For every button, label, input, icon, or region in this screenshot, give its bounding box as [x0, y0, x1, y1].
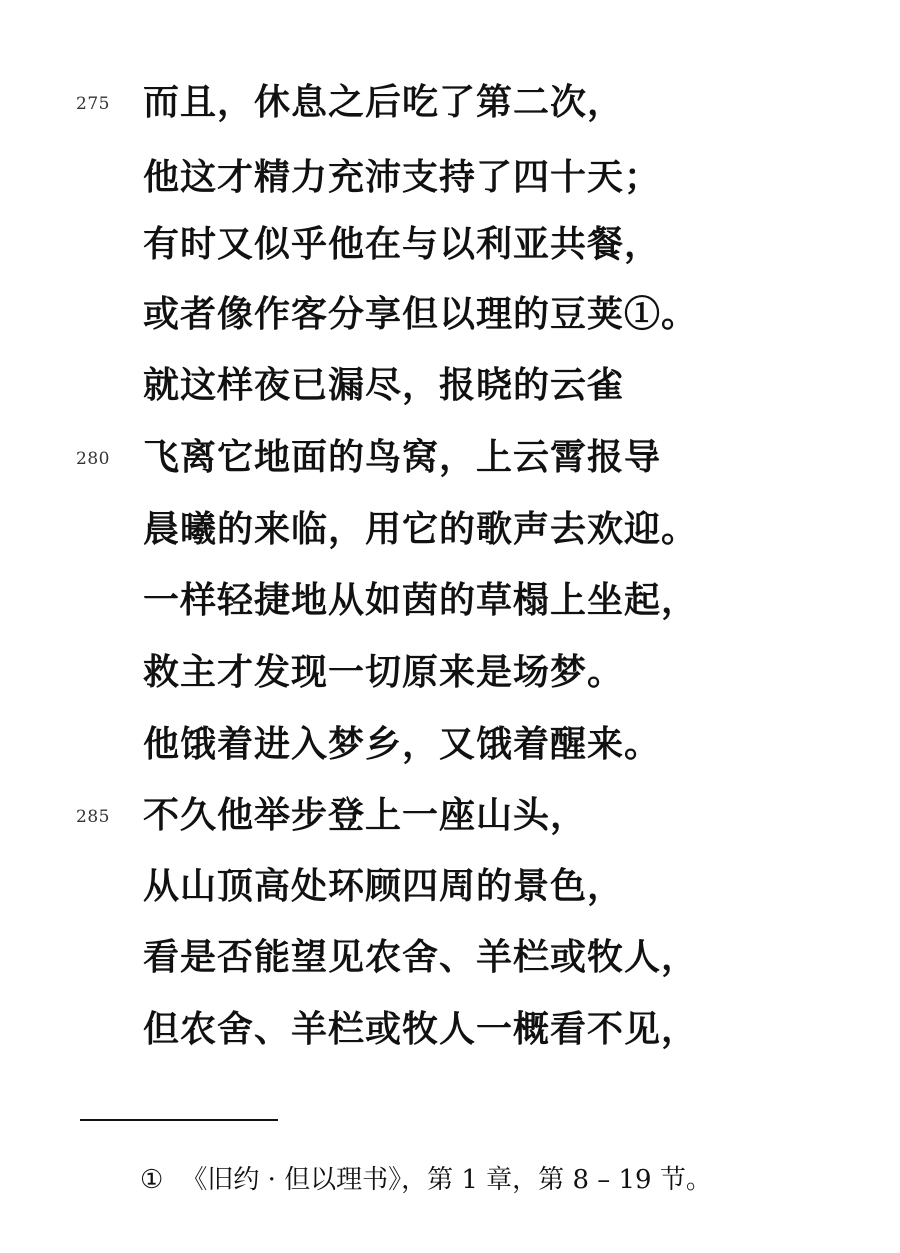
- line-number: 280: [76, 449, 110, 469]
- verse-line: [0, 935, 900, 1011]
- verse-line: [0, 292, 900, 368]
- verse-text: 从山顶高处环顾四周的景色，: [143, 865, 625, 907]
- verse-line: [0, 435, 900, 511]
- verse-text: 不久他举步登上一座山头，: [143, 794, 588, 836]
- footnote-divider: [80, 1119, 278, 1121]
- verse-line: [0, 650, 900, 726]
- line-number: 275: [76, 94, 110, 114]
- verse-line: [0, 507, 900, 583]
- verse-text: 但农舍、羊栏或牧人一概看不见，: [143, 1008, 699, 1050]
- verse-line: [0, 864, 900, 940]
- verse-text: 晨曦的来临，用它的歌声去欢迎。: [143, 508, 699, 550]
- footnote: [140, 1163, 712, 1197]
- verse-text: 他饿着进入梦乡，又饿着醒来。: [143, 723, 662, 765]
- verse-text: 一样轻捷地从如茵的草榻上坐起，: [143, 579, 699, 621]
- footnote-marker: ①: [140, 1165, 164, 1195]
- verse-line: [0, 363, 900, 439]
- verse-text: 救主才发现一切原来是场梦。: [143, 651, 625, 693]
- verse-line: [0, 155, 900, 231]
- verse-text: 看是否能望见农舍、羊栏或牧人，: [143, 936, 699, 978]
- verse-text: 或者像作客分享但以理的豆荚①。: [143, 293, 699, 335]
- verse-text: 飞离它地面的鸟窝，上云霄报导: [143, 436, 662, 478]
- verse-line: [0, 1007, 900, 1083]
- verse-line: [0, 222, 900, 298]
- verse-line: [0, 578, 900, 654]
- verse-text: 他这才精力充沛支持了四十天；: [143, 156, 662, 198]
- verse-text: 有时又似乎他在与以利亚共餐，: [143, 223, 662, 265]
- verse-text: 而且，休息之后吃了第二次，: [143, 81, 625, 123]
- line-number: 285: [76, 807, 110, 827]
- verse-text: 就这样夜已漏尽，报晓的云雀: [143, 364, 625, 406]
- verse-line: [0, 793, 900, 869]
- verse-line: [0, 80, 900, 156]
- footnote-text: 《旧约 · 但以理书》，第 1 章，第 8 – 19 节。: [181, 1165, 712, 1195]
- verse-line: [0, 722, 900, 798]
